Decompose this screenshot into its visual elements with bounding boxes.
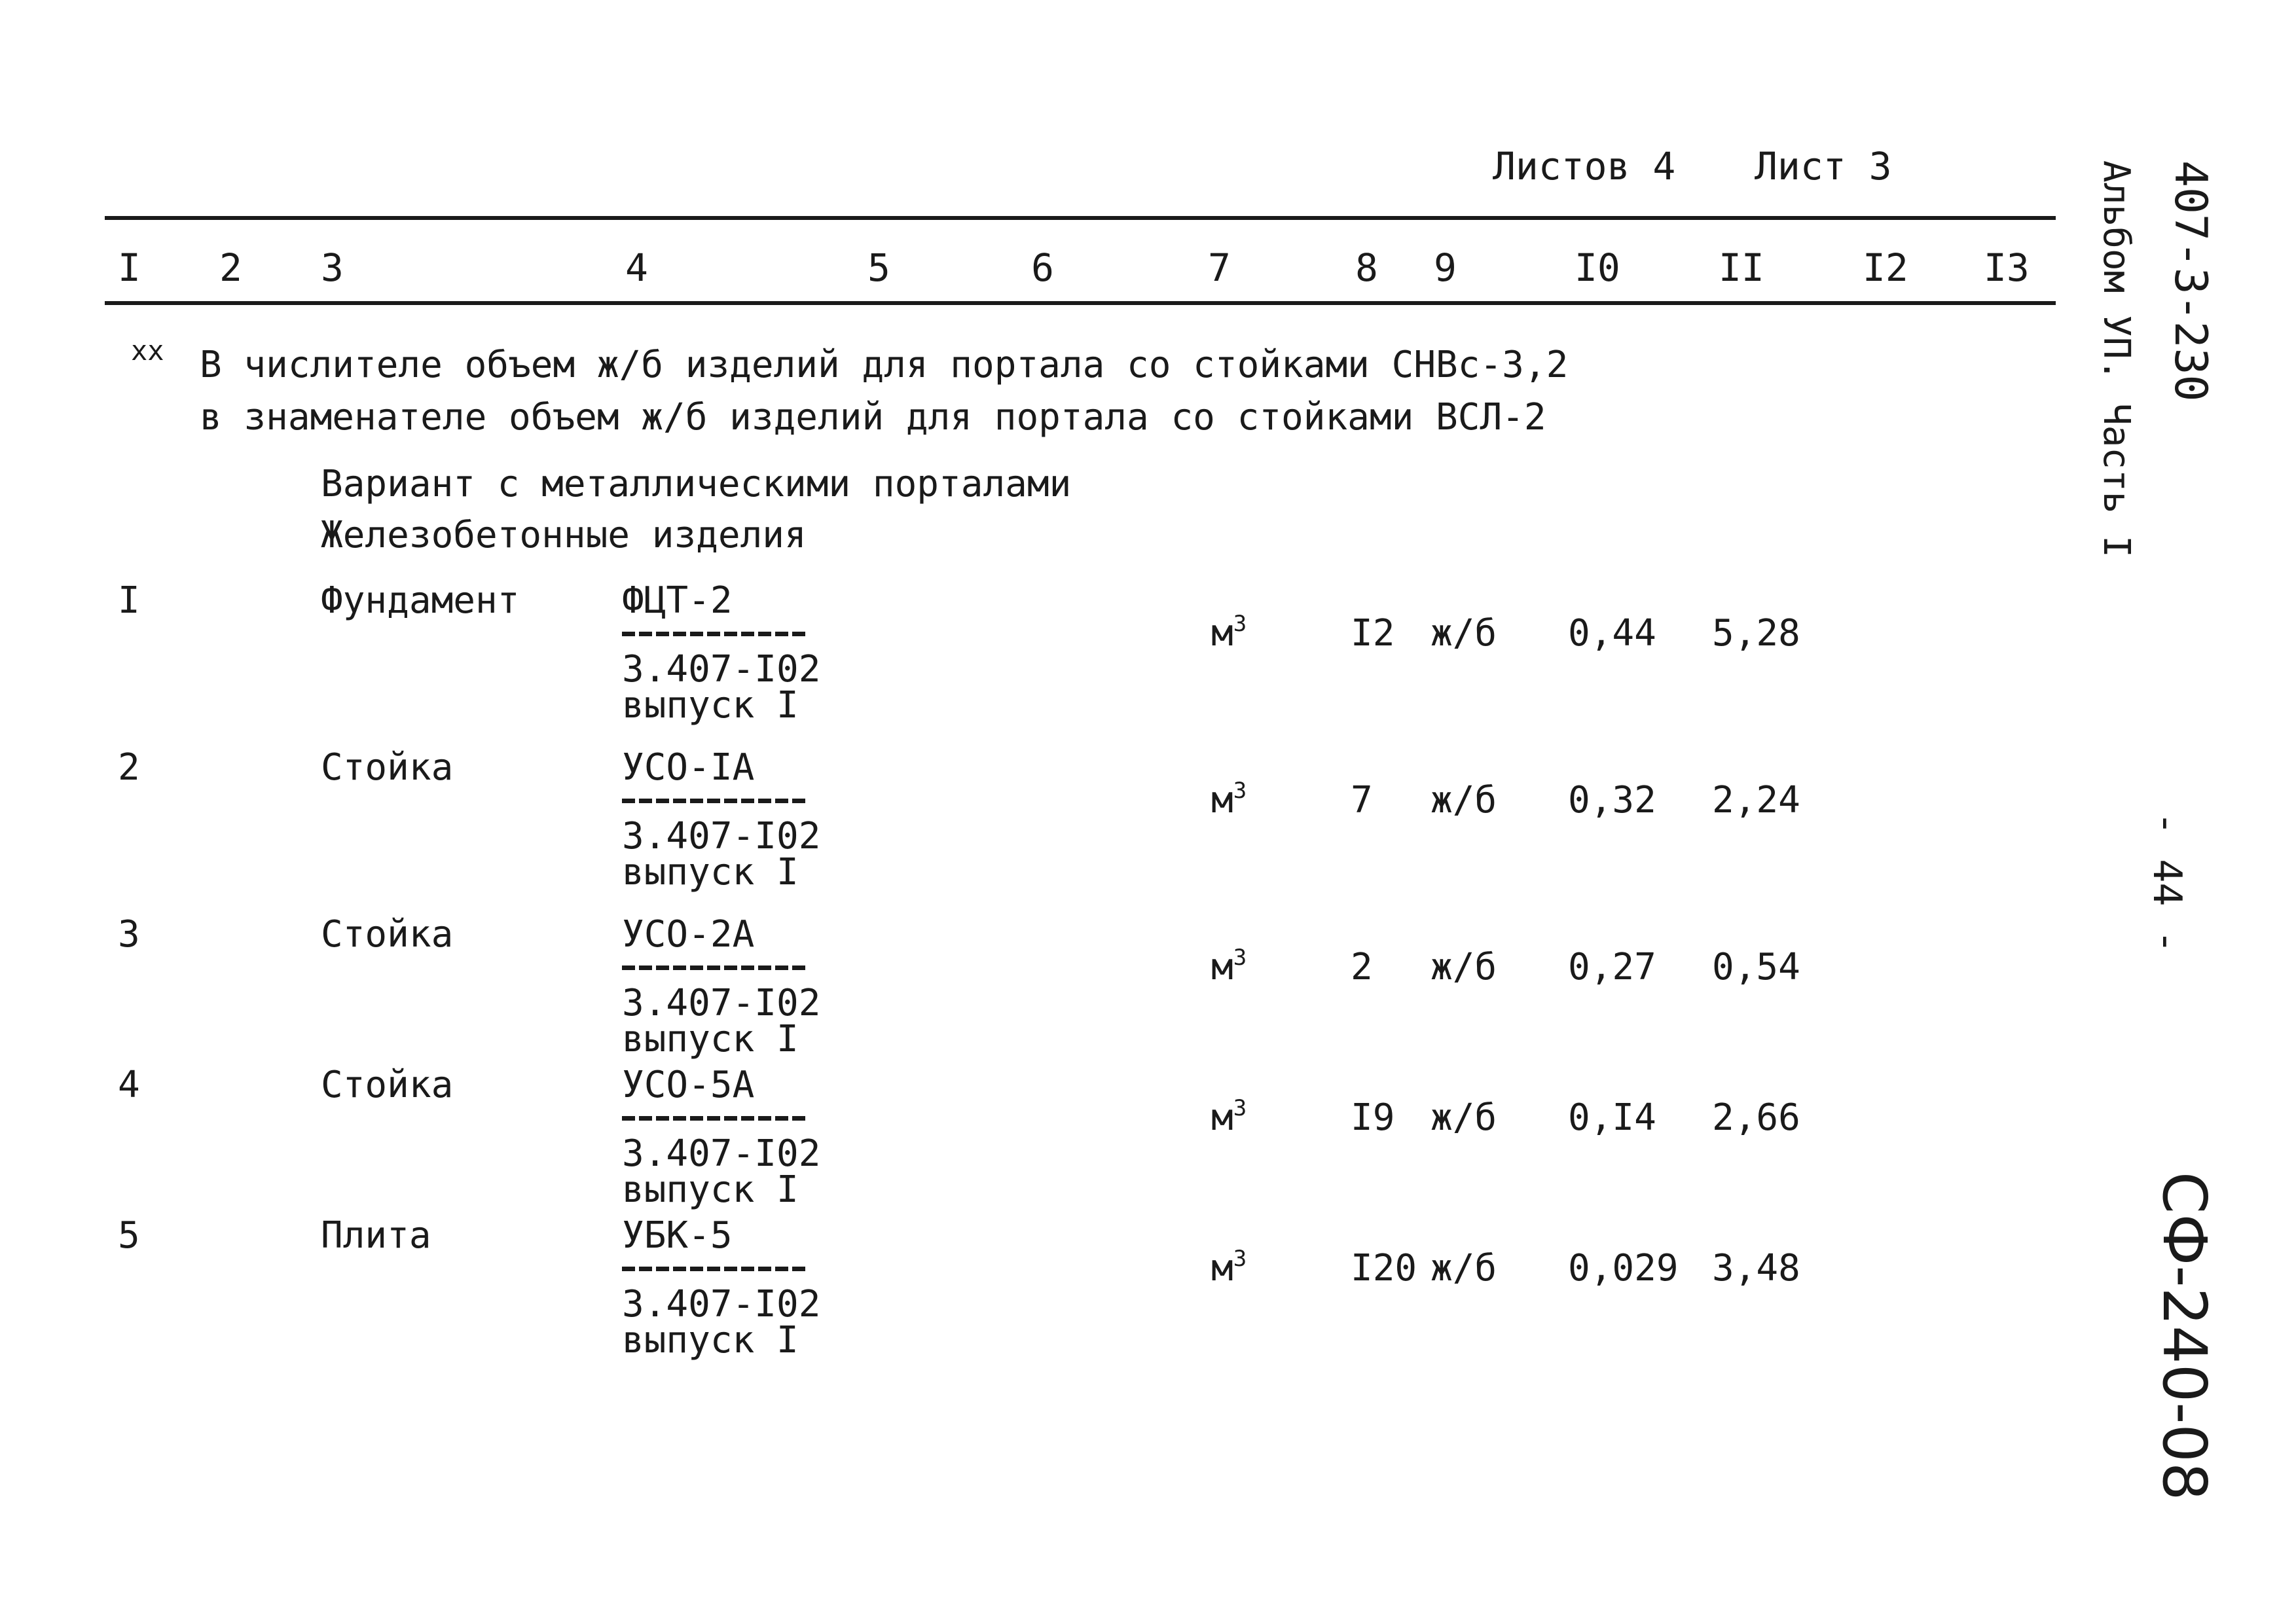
item-mark: УБК-5 [622, 1214, 733, 1257]
item-quantity: 7 [1351, 779, 1373, 821]
item-mark: УСО-2А [622, 913, 755, 956]
item-total-volume: 0,54 [1712, 946, 1800, 988]
item-total-volume: 5,28 [1712, 612, 1800, 655]
item-document: 3.407-I02 [622, 648, 821, 691]
item-material: ж/б [1430, 779, 1497, 821]
column-number: 3 [321, 245, 344, 290]
item-total-volume: 2,24 [1712, 779, 1800, 821]
stamp-number: СФ-240-08 [2149, 1172, 2219, 1501]
item-mark: УСО-5А [622, 1064, 755, 1106]
item-name: Стойка [321, 746, 454, 789]
row-number: 3 [118, 913, 140, 956]
item-material: ж/б [1430, 1096, 1497, 1139]
column-number: II [1719, 245, 1764, 290]
item-total-volume: 2,66 [1712, 1096, 1800, 1139]
row-number: I [118, 579, 140, 622]
column-number: 7 [1208, 245, 1231, 290]
item-unit-volume: 0,I4 [1568, 1096, 1656, 1139]
item-name: Стойка [321, 1064, 454, 1106]
item-unit-base: м [1211, 779, 1233, 821]
column-number: 2 [219, 245, 242, 290]
item-unit-volume: 0,27 [1568, 946, 1656, 988]
fraction-line [622, 632, 805, 636]
item-unit [1211, 778, 1247, 821]
item-quantity: I9 [1351, 1096, 1395, 1139]
item-mark: УСО-IА [622, 746, 755, 789]
item-quantity: I2 [1351, 612, 1395, 655]
column-number: 5 [867, 245, 890, 290]
item-document: 3.407-I02 [622, 1132, 821, 1175]
column-number: 4 [625, 245, 648, 290]
item-unit [1211, 611, 1247, 655]
column-number: 9 [1434, 245, 1457, 290]
sheet-number: Лист 3 [1755, 144, 1892, 189]
item-issue: выпуск I [622, 684, 799, 727]
sheets-total: Листов 4 [1493, 144, 1676, 189]
section-title: Вариант с металлическими порталами [321, 463, 1072, 505]
item-issue: выпуск I [622, 851, 799, 893]
item-quantity: I20 [1351, 1247, 1417, 1290]
item-unit-exponent: 3 [1233, 1246, 1247, 1272]
item-document: 3.407-I02 [622, 815, 821, 857]
album-label: Альбом УП. Часть I [2095, 160, 2138, 558]
row-number: 2 [118, 746, 140, 789]
item-name: Плита [321, 1214, 431, 1257]
item-unit-base: м [1211, 612, 1233, 655]
page-number: - 44 - [2144, 812, 2190, 954]
column-number: I3 [1984, 245, 2030, 290]
item-issue: выпуск I [622, 1168, 799, 1211]
header-bottom-rule [105, 301, 2056, 305]
item-unit-exponent: 3 [1233, 945, 1247, 971]
item-unit-volume: 0,44 [1568, 612, 1656, 655]
item-total-volume: 3,48 [1712, 1247, 1800, 1290]
item-unit-exponent: 3 [1233, 1095, 1247, 1121]
footnote-mark: xx [131, 334, 164, 367]
item-material: ж/б [1430, 1247, 1497, 1290]
column-number: I [118, 245, 141, 290]
item-mark: ФЦТ-2 [622, 579, 733, 622]
fraction-line [622, 1116, 805, 1121]
item-document: 3.407-I02 [622, 982, 821, 1024]
document-code: 407-3-230 [2164, 160, 2216, 402]
fraction-line [622, 799, 805, 803]
item-name: Фундамент [321, 579, 520, 622]
item-unit [1211, 1095, 1247, 1139]
fraction-line [622, 965, 805, 970]
footnote-line-1: В числителе объем ж/б изделий для портала со стойками СНВс-3,2 [200, 344, 1569, 386]
header-top-rule [105, 216, 2056, 220]
item-issue: выпуск I [622, 1319, 799, 1362]
row-number: 4 [118, 1064, 140, 1106]
column-number: 8 [1355, 245, 1378, 290]
item-unit-volume: 0,029 [1568, 1247, 1679, 1290]
row-number: 5 [118, 1214, 140, 1257]
fraction-line [622, 1267, 805, 1271]
item-unit-volume: 0,32 [1568, 779, 1656, 821]
column-number: I2 [1863, 245, 1908, 290]
column-number: I0 [1575, 245, 1620, 290]
item-name: Стойка [321, 913, 454, 956]
column-number: 6 [1031, 245, 1054, 290]
item-material: ж/б [1430, 946, 1497, 988]
item-unit-exponent: 3 [1233, 611, 1247, 637]
item-unit [1211, 945, 1247, 988]
item-unit-base: м [1211, 946, 1233, 988]
section-subtitle: Железобетонные изделия [321, 514, 807, 556]
item-issue: выпуск I [622, 1018, 799, 1060]
item-unit-base: м [1211, 1096, 1233, 1139]
item-unit-base: м [1211, 1247, 1233, 1290]
footnote-line-2: в знаменателе объем ж/б изделий для портала со стойками ВСЛ-2 [200, 396, 1546, 439]
item-unit-exponent: 3 [1233, 778, 1247, 804]
item-document: 3.407-I02 [622, 1283, 821, 1326]
item-unit [1211, 1246, 1247, 1290]
item-material: ж/б [1430, 612, 1497, 655]
item-quantity: 2 [1351, 946, 1373, 988]
